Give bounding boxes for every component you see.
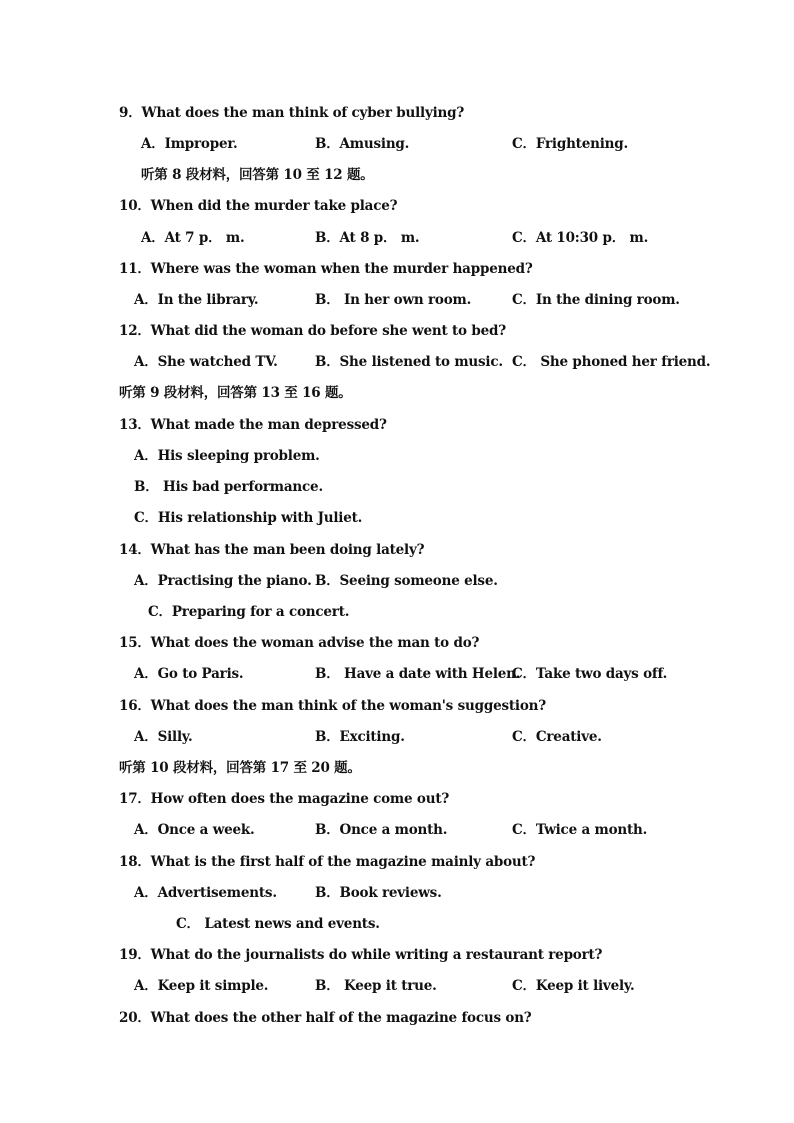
option-15c: C．Take two days off. xyxy=(512,666,668,682)
option-14c: C．Preparing for a concert. xyxy=(148,604,350,620)
question-15: 15．What does the woman advise the man to do? xyxy=(119,635,480,651)
option-18b: B．Book reviews. xyxy=(315,885,442,901)
option-19a: A．Keep it simple. xyxy=(134,978,269,994)
question-14: 14．What has the man been doing lately? xyxy=(119,542,425,558)
option-14a: A．Practising the piano. xyxy=(134,573,312,589)
option-9b: B．Amusing. xyxy=(315,136,410,152)
option-18c: C． Latest news and events. xyxy=(176,916,380,932)
question-13: 13．What made the man depressed? xyxy=(119,417,387,433)
section-heading-8: 听第 8 段材料，回答第 10 至 12 题。 xyxy=(141,167,374,183)
section-heading-10: 听第 10 段材料，回答第 17 至 20 题。 xyxy=(119,760,361,776)
option-17a: A．Once a week. xyxy=(134,822,255,838)
option-10a: A．At 7 p． m. xyxy=(141,230,245,246)
option-11b: B． In her own room. xyxy=(315,292,472,308)
option-9a: A．Improper. xyxy=(141,136,238,152)
option-19c: C．Keep it lively. xyxy=(512,978,635,994)
option-10b: B．At 8 p． m. xyxy=(315,230,420,246)
option-13a: A．His sleeping problem. xyxy=(134,448,320,464)
option-12a: A．She watched TV. xyxy=(134,354,278,370)
option-16b: B．Exciting. xyxy=(315,729,405,745)
option-16c: C．Creative. xyxy=(512,729,602,745)
option-17b: B．Once a month. xyxy=(315,822,448,838)
question-20: 20．What does the other half of the magazine focus on? xyxy=(119,1010,532,1026)
option-10c: C．At 10:30 p． m. xyxy=(512,230,649,246)
option-11a: A．In the library. xyxy=(134,292,259,308)
question-12: 12．What did the woman do before she went to bed? xyxy=(119,323,506,339)
question-16: 16．What does the man think of the woman's suggestion? xyxy=(119,698,546,714)
option-16a: A．Silly. xyxy=(134,729,193,745)
option-18a: A．Advertisements. xyxy=(134,885,277,901)
option-19b: B． Keep it true. xyxy=(315,978,437,994)
question-10: 10．When did the murder take place? xyxy=(119,198,398,214)
option-13b: B． His bad performance. xyxy=(134,479,323,495)
option-9c: C．Frightening. xyxy=(512,136,629,152)
option-13c: C．His relationship with Juliet. xyxy=(134,510,363,526)
question-17: 17．How often does the magazine come out? xyxy=(119,791,450,807)
option-15a: A．Go to Paris. xyxy=(134,666,244,682)
section-heading-9: 听第 9 段材料，回答第 13 至 16 题。 xyxy=(119,385,352,401)
option-12b: B．She listened to music. xyxy=(315,354,503,370)
option-17c: C．Twice a month. xyxy=(512,822,648,838)
option-11c: C．In the dining room. xyxy=(512,292,680,308)
question-18: 18．What is the first half of the magazine mainly about? xyxy=(119,854,536,870)
option-14b: B．Seeing someone else. xyxy=(315,573,498,589)
question-11: 11．Where was the woman when the murder happened? xyxy=(119,261,533,277)
question-19: 19．What do the journalists do while writing a restaurant report? xyxy=(119,947,603,963)
option-12c: C． She phoned her friend. xyxy=(512,354,711,370)
question-9: 9．What does the man think of cyber bullying? xyxy=(119,105,465,121)
option-15b: B． Have a date with Helen. xyxy=(315,666,521,682)
